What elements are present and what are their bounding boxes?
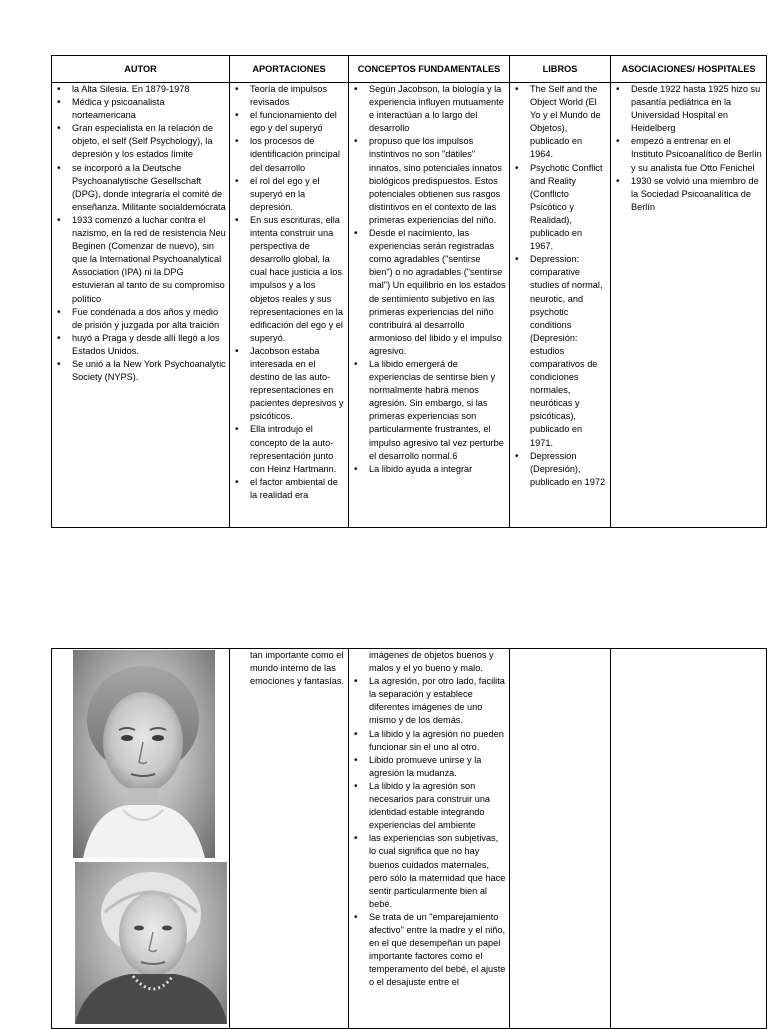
portrait-elderly-icon bbox=[75, 862, 227, 1024]
list-item: • el rol del ego y el superyó en la depresión. bbox=[250, 175, 345, 214]
list-item: • Jacobson estaba interesada en el destino de las auto-representaciones en pacientes depresivos y psicóticos. bbox=[250, 345, 345, 424]
list-item: • Desde el nacimiento, las experiencias serán registradas como agradables ("sentirse bien") o no agradables ("sentirse mal") Un equilibrio en los estados de sentimiento subjetivo en las primeras experiencias del niño contribuirá al desarrollo armonioso del libido y el impulso agresivo. bbox=[369, 227, 506, 358]
cell-conceptos-cont bbox=[349, 649, 510, 1029]
list-item: • la Alta Silesia. En 1879-1978 bbox=[72, 83, 226, 96]
list-item: • Depression (Depresión), publicado en 1972 bbox=[530, 450, 607, 489]
list-item: • Fue condenada a dos años y medio de prisión y juzgada por alta traición bbox=[72, 306, 226, 332]
libros-list bbox=[513, 83, 607, 489]
list-item: • 1930 se volvió una miembro de la Sociedad Psicoanalítica de Berlín bbox=[631, 175, 763, 214]
header-libros: LIBROS bbox=[510, 56, 611, 83]
list-item: • empezó a entrenar en el Instituto Psicoanalítico de Berlín y su analista fue Otto Fenichel bbox=[631, 135, 763, 174]
cell-asociaciones bbox=[611, 83, 767, 528]
list-item: • La libido ayuda a integrar bbox=[369, 463, 506, 476]
list-item: • Teoría de impulsos revisados bbox=[250, 83, 345, 109]
cell-conceptos bbox=[349, 83, 510, 528]
conceptos-continued: imágenes de objetos buenos y malos y el yo bueno y malo. bbox=[369, 650, 494, 674]
list-item: • el funcionamiento del ego y del superyó bbox=[250, 109, 345, 135]
summary-table-top bbox=[51, 55, 767, 528]
list-item: • La libido y la agresión son necesarios para construir una identidad estable integrando experiencias del ambiente bbox=[369, 780, 506, 832]
list-item: • The Self and the Object World (El Yo y el Mundo de Objetos), publicado en 1964. bbox=[530, 83, 607, 162]
asociaciones-list bbox=[614, 83, 763, 214]
autor-list bbox=[55, 83, 226, 384]
list-item: • el factor ambiental de la realidad era bbox=[250, 476, 345, 502]
cell-libros-cont bbox=[510, 649, 611, 1029]
list-item: • Médica y psicoanalista norteamericana bbox=[72, 96, 226, 122]
list-item: • En sus escrituras, ella intenta construir una perspectiva de desarrollo global, la cual hace justicia a los impulsos y a los objetos reales y sus representaciones en la edificación del ego y el superyó. bbox=[250, 214, 345, 345]
cell-aportaciones bbox=[230, 83, 349, 528]
list-item: • Psychotic Conflict and Reality (Conflicto Psicótico y Realidad), publicado en 1967. bbox=[530, 162, 607, 254]
portrait-photo-icon bbox=[75, 862, 227, 1024]
header-aportaciones: APORTACIONES bbox=[230, 56, 349, 83]
list-item: • huyó a Praga y desde allí llegó a los Estados Unidos. bbox=[72, 332, 226, 358]
list-item: • Gran especialista en la relación de objeto, el self (Self Psychology), la depresión y los estados límite bbox=[72, 122, 226, 161]
aportaciones-continued: tan importante como el mundo interno de las emociones y fantasías. bbox=[250, 650, 344, 687]
list-item: • La libido y la agresión no pueden funcionar sin el uno al otro. bbox=[369, 728, 506, 754]
list-item: • Depression: comparative studies of normal, neurotic, and psychotic conditions (Depresión: estudios comparativos de condiciones normales, neuróticas y psicóticas), publicado en 1971. bbox=[530, 253, 607, 449]
header-autor: AUTOR bbox=[52, 56, 230, 83]
list-item: • se incorporó a la Deutsche Psychoanalytische Gesellschaft (DPG), donde integraría el comité de enseñanza. Militante socialdemócrata bbox=[72, 162, 226, 214]
list-item: • Según Jacobson, la biología y la experiencia influyen mutuamente e interactúan a lo largo del desarrollo bbox=[369, 83, 506, 135]
aportaciones-list bbox=[233, 83, 345, 502]
portrait-young-icon bbox=[73, 650, 215, 858]
cell-libros bbox=[510, 83, 611, 528]
list-item: • los procesos de identificación principal del desarrollo bbox=[250, 135, 345, 174]
list-item: • La agresión, por otro lado, facilita la separación y establece diferentes imágenes de uno mismo y de los demás. bbox=[369, 675, 506, 727]
portrait-photo-icon bbox=[73, 650, 215, 858]
list-item: • las experiencias son subjetivas, lo cual significa que no hay buenos cuidados maternales, pero sólo la maternidad que hace sentir particularmente bien al bebé. bbox=[369, 832, 506, 911]
cell-asociaciones-cont bbox=[611, 649, 767, 1029]
list-item: • 1933 comenzó a luchar contra el nazismo, en la red de resistencia Neu Beginen (Comenzar de nuevo), sin que la International Psychoanalytical Association (IPA) ni la DPG estuvieran al tanto de su compromiso político bbox=[72, 214, 226, 306]
list-item: • propuso que los impulsos instintivos no son "dátiles" innatos, sino potenciales innatos biológicos predispuestos. Estos potenciales obtienen sus rasgos distintivos en el contexto de las primeras experiencias del niño. bbox=[369, 135, 506, 227]
conceptos-list-cont bbox=[352, 675, 506, 989]
header-asociaciones: ASOCIACIONES/ HOSPITALES bbox=[611, 56, 767, 83]
header-conceptos: CONCEPTOS FUNDAMENTALES bbox=[349, 56, 510, 83]
conceptos-list bbox=[352, 83, 506, 476]
list-item: • Libido promueve unirse y la agresión la mudanza. bbox=[369, 754, 506, 780]
list-item: • Se trata de un "emparejamiento afectivo" entre la madre y el niño, en el que desempeñan un papel importante factores como el temperamento del bebé, el ajuste o el desajuste entre el bbox=[369, 911, 506, 990]
cell-aportaciones-cont bbox=[230, 649, 349, 1029]
list-item: • La libido emergerá de experiencias de sentirse bien y normalmente habrá menos agresión. Sin embargo, si las primeras experiencias son particularmente frustrantes, el impulso agresivo tal vez perturbe el desarrollo normal.6 bbox=[369, 358, 506, 463]
list-item: • Desde 1922 hasta 1925 hizo su pasantía pediátrica en la Universidad Hospital en Heidelberg bbox=[631, 83, 763, 135]
cell-autor bbox=[52, 83, 230, 528]
list-item: • Se unió a la New York Psychoanalytic Society (NYPS). bbox=[72, 358, 226, 384]
list-item: • Ella introdujo el concepto de la auto-representación junto con Heinz Hartmann. bbox=[250, 423, 345, 475]
